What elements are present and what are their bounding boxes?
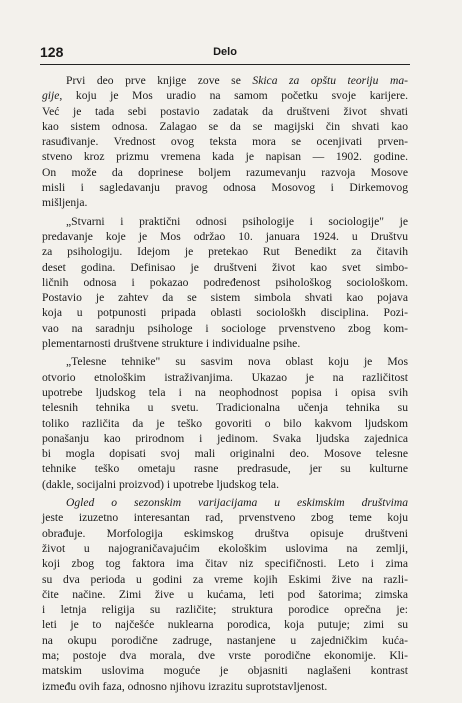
- text-line: [42, 88, 408, 103]
- text-line: [42, 400, 408, 415]
- text-run: Postavio je zahtev da se sistem simbola shvati kao pojava: [42, 291, 408, 305]
- text-run: upotrebe ljudskog tela i na neophodnost popisa i opisa svih: [42, 385, 408, 399]
- text-run: matskim uslovima moguće je objasniti naglašeni kontrast: [42, 664, 408, 678]
- text-run: (dakle, socijalni proizvod) i upotrebe ljudskog tela.: [42, 477, 279, 491]
- text-run: čite načine. Zimi žive u kućama, leti pod šatorima; zimska: [42, 587, 408, 601]
- text-run: su dva perioda u godini za vreme kojih Eskimi žive na razli-: [42, 572, 408, 586]
- text-line: [42, 663, 408, 678]
- text-run: koja u potpunosti pripada oblasti sociološkh disciplina. Pozi-: [42, 306, 408, 320]
- text-line: [42, 134, 408, 149]
- text-line: [42, 510, 408, 525]
- text-line: [42, 229, 408, 244]
- text-run: i letnja religija su različite; struktura porodice oprečna je:: [42, 603, 408, 617]
- text-run: leti je to najčešće nuklearna porodica, koja putuje; zimi su: [42, 618, 408, 632]
- text-run: jeste izuzetno interesantan rad, prvenstveno zbog teme koju: [42, 511, 408, 525]
- text-run: ponašanju kao prirodnom i jedinom. Svaka ljudska zajednica: [42, 431, 408, 445]
- text-run: ma; postoje dva morala, dve vrste porodične ekonomije. Kli-: [42, 648, 408, 662]
- text-run: telesnih tehnika u svetu. Tradicionalna učenja tehnika su: [42, 401, 408, 415]
- text-line: [42, 336, 408, 351]
- text-line: [42, 679, 408, 694]
- text-line: [42, 385, 408, 400]
- text-run: za psihologiju. Idejom je pretekao Rut Benedikt za čitavih: [42, 245, 408, 259]
- text-line: [42, 617, 408, 632]
- text-line: [42, 290, 408, 305]
- text-run: Prvi deo prve knjige zove se: [66, 74, 253, 87]
- text-run: koju je Mos uradio na samom početku svoje karijere.: [62, 89, 408, 103]
- text-line: [42, 572, 408, 587]
- text-run: mišljenja.: [42, 196, 88, 210]
- text-line: [42, 587, 408, 602]
- text-line: [42, 602, 408, 617]
- text-line: [42, 149, 408, 164]
- text-line: [42, 648, 408, 663]
- text-line: [42, 275, 408, 290]
- page-number: 128: [40, 44, 64, 60]
- text-run: toliko različita da je teško govoriti o bilo kakvom ljudskom: [42, 416, 408, 430]
- text-run: tehnike teško ometaju rasne predrasude, jer su kulturne: [42, 462, 408, 476]
- text-line: [42, 416, 408, 431]
- running-title: Delo: [213, 46, 237, 58]
- text-line: [42, 195, 408, 210]
- text-line: [42, 260, 408, 275]
- text-run: bi mogla dopisati svoj mali originalni deo. Mosove telesne: [42, 447, 408, 461]
- text-run: On može da doprinese boljem razumevanju razvoja Mosove: [42, 165, 408, 179]
- text-line: [42, 370, 408, 385]
- text-line: [42, 431, 408, 446]
- text-line: [42, 461, 408, 476]
- text-run: na okupu porodične zadruge, nastanjene u zajedničkim kuća-: [42, 633, 408, 647]
- text-run: plementarnosti društvene strukture i individualne psihe.: [42, 337, 301, 351]
- text-line: [42, 321, 408, 336]
- text-run: koji zbog tog faktora ima čitav niz specifičnosti. Leto i zima: [42, 557, 408, 571]
- text-line: [42, 214, 408, 229]
- paragraph: [42, 214, 408, 352]
- text-line: [42, 446, 408, 461]
- text-run: otvorio etnološkim istraživanjima. Ukazao je na različitost: [42, 370, 408, 384]
- text-line: [42, 633, 408, 648]
- text-line: [42, 165, 408, 180]
- text-run: rasuđivanje. Vrednost ovog teksta mora se ocenjivati prven-: [42, 135, 408, 149]
- text-line: [42, 354, 408, 369]
- text-run: Već je tada sebi postavio zadatak da društveni život shvati: [42, 104, 408, 118]
- text-run: deset godina. Definisao je društveni život kao svet simbo-: [42, 260, 408, 274]
- text-run: „Stvarni i praktični odnosi psihologije i sociologije" je: [66, 214, 408, 228]
- text-line: [42, 541, 408, 556]
- paragraph: [42, 495, 408, 694]
- text-line: [42, 526, 408, 541]
- italic-title: Ogled o sezonskim varijacijama u eskimskim društvima: [66, 496, 408, 510]
- text-run: kao sistem odnosa. Zalagao se da se magijski čin shvati kao: [42, 119, 408, 133]
- text-line: [42, 104, 408, 119]
- paragraph: [42, 73, 408, 211]
- text-run: stveno kroz prizmu vremena kada je napisan — 1902. godine.: [42, 150, 408, 164]
- text-run: vao na saradnju psihologe i sociologe prvenstveno zbog kom-: [42, 321, 408, 335]
- text-line: [42, 180, 408, 195]
- text-run: ličnih odnosa i pokazao podređenost psihološkog sociološkom.: [42, 275, 408, 289]
- page-header: [40, 44, 410, 65]
- italic-title: gije,: [42, 89, 63, 103]
- text-line: [42, 477, 408, 492]
- text-run: između ovih faza, odnosno njihovu izrazitu suprotstavljenost.: [42, 679, 328, 693]
- text-line: [42, 305, 408, 320]
- text-run: obrađuje. Morfologija eskimskog društva opisuje društveni: [42, 526, 408, 540]
- text-run: predavanje koje je Mos održao 10. januara 1924. u Društvu: [42, 229, 408, 243]
- text-run: misli i sagledavanju pravog odnosa Mosovog i Dirkemovog: [42, 181, 408, 195]
- text-line: [42, 556, 408, 571]
- text-line: [42, 495, 408, 510]
- text-run: „Telesne tehnike" su sasvim nova oblast koju je Mos: [66, 355, 408, 369]
- italic-title: Skica za opštu teoriju ma-: [252, 74, 408, 87]
- text-run: život u najograničavajućim ekološkim uslovima na zemlji,: [42, 541, 408, 555]
- body-text: [42, 73, 408, 694]
- text-line: [42, 119, 408, 134]
- paragraph: [42, 354, 408, 492]
- text-line: [42, 244, 408, 259]
- text-line: [42, 73, 408, 88]
